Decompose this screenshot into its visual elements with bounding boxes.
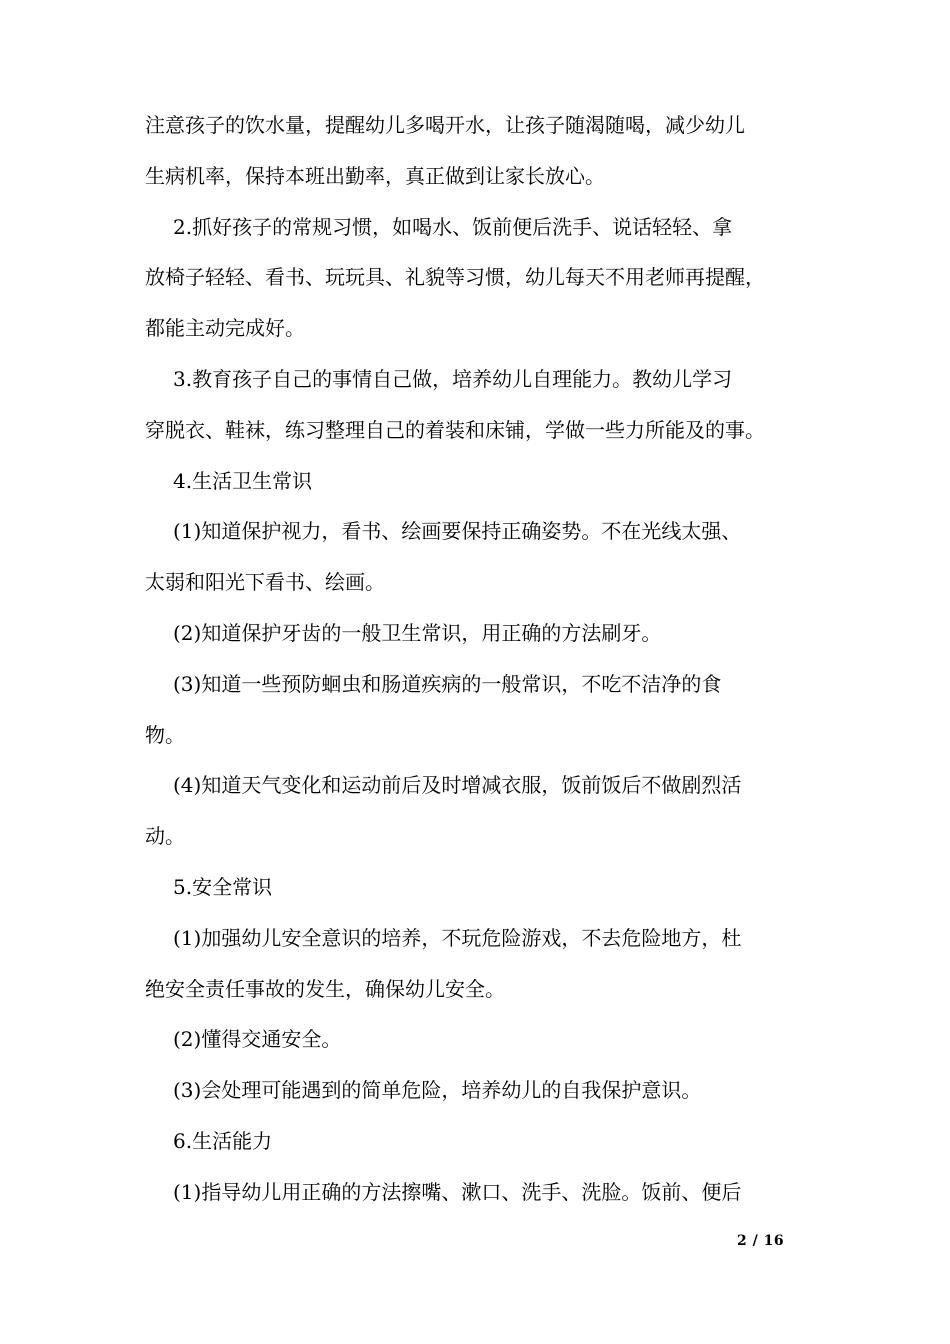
text-line: 生病机率，保持本班出勤率，真正做到让家长放心。 [145,163,605,188]
text-line: (1)知道保护视力，看书、绘画要保持正确姿势。不在光线太强、 [173,519,742,544]
text-line: 注意孩子的饮水量，提醒幼儿多喝开水，让孩子随渴随喝，减少幼儿 [145,113,745,137]
text-line: (2)懂得交通安全。 [173,1027,342,1052]
text-line: 3.教育孩子自己的事情自己做，培养幼儿自理能力。教幼儿学习 [173,366,733,391]
section-heading: 6.生活能力 [173,1128,273,1153]
section-heading: 5.安全常识 [173,874,273,899]
text-line: (1)指导幼儿用正确的方法擦嘴、漱口、洗手、洗脸。饭前、便后 [173,1179,742,1204]
text-line: 2.抓好孩子的常规习惯，如喝水、饭前便后洗手、说话轻轻、拿 [173,214,733,239]
body-text [145,100,817,1218]
text-line: 都能主动完成好。 [145,316,305,341]
text-line: 动。 [145,824,185,849]
text-line: (4)知道天气变化和运动前后及时增减衣服，饭前饭后不做剧烈活 [173,773,742,798]
text-line: 放椅子轻轻、看书、玩玩具、礼貌等习惯，幼儿每天不用老师再提醒， [145,265,765,290]
section-heading: 4.生活卫生常识 [173,468,313,493]
text-line: (3)知道一些预防蛔虫和肠道疾病的一般常识，不吃不洁净的食 [173,671,722,696]
text-line: 绝安全责任事故的发生，确保幼儿安全。 [145,976,505,1001]
text-line: (1)加强幼儿安全意识的培养，不玩危险游戏，不去危险地方，杜 [173,925,742,950]
text-line: 太弱和阳光下看书、绘画。 [145,570,385,595]
page-number: 2 / 16 [737,1233,785,1249]
text-line: (2)知道保护牙齿的一般卫生常识，用正确的方法刷牙。 [173,620,662,645]
text-line: 物。 [145,722,185,747]
text-line: (3)会处理可能遇到的简单危险，培养幼儿的自我保护意识。 [173,1078,702,1103]
text-line: 穿脱衣、鞋袜，练习整理自己的着装和床铺，学做一些力所能及的事。 [145,417,765,442]
document-body [145,100,817,1218]
